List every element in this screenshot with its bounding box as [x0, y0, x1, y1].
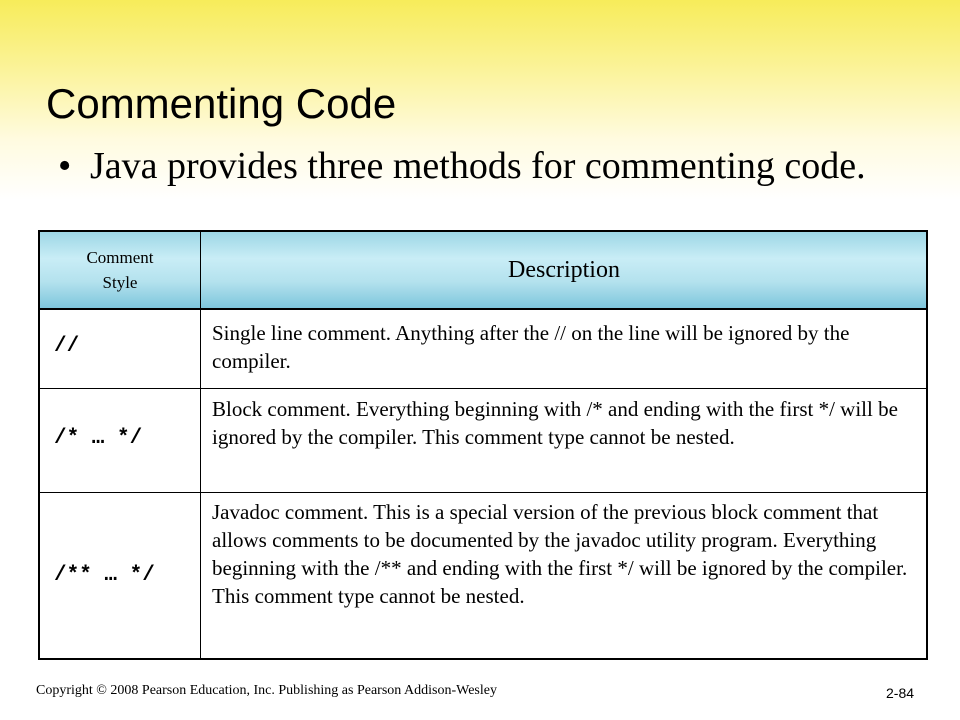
description-cell: Block comment. Everything beginning with /* and ending with the first */ will be ignored by the compiler. This comment type cannot be nested. [212, 397, 898, 449]
description-cell: Javadoc comment. This is a special version of the previous block comment that allows comments to be documented by the javadoc utility program. Everything beginning with the /** and ending with the first */ will be ignored by the compiler. This comment type cannot be nested. [212, 500, 908, 608]
slide-title: Commenting Code [46, 80, 397, 127]
header-description: Description [508, 256, 620, 283]
table-row [40, 493, 926, 658]
header-comment-style-label: Comment Style [86, 248, 154, 292]
copyright-footer: Copyright © 2008 Pearson Education, Inc. Publishing as Pearson Addison-Wesley [36, 683, 497, 698]
table-row [40, 310, 926, 389]
comment-style-cell: /* … */ [54, 427, 143, 450]
comment-styles-table [38, 230, 928, 660]
comment-style-cell: /** … */ [54, 564, 155, 587]
comment-style-cell: // [54, 335, 80, 358]
bullet-text: Java provides three methods for commenting code. [90, 145, 866, 187]
page-number: 2-84 [886, 685, 915, 701]
header-comment-style [40, 232, 200, 308]
bullet-marker: • [58, 145, 72, 187]
description-cell: Single line comment. Anything after the // on the line will be ignored by the compiler. [212, 321, 850, 373]
table-row [40, 389, 926, 493]
table-header [40, 232, 926, 310]
